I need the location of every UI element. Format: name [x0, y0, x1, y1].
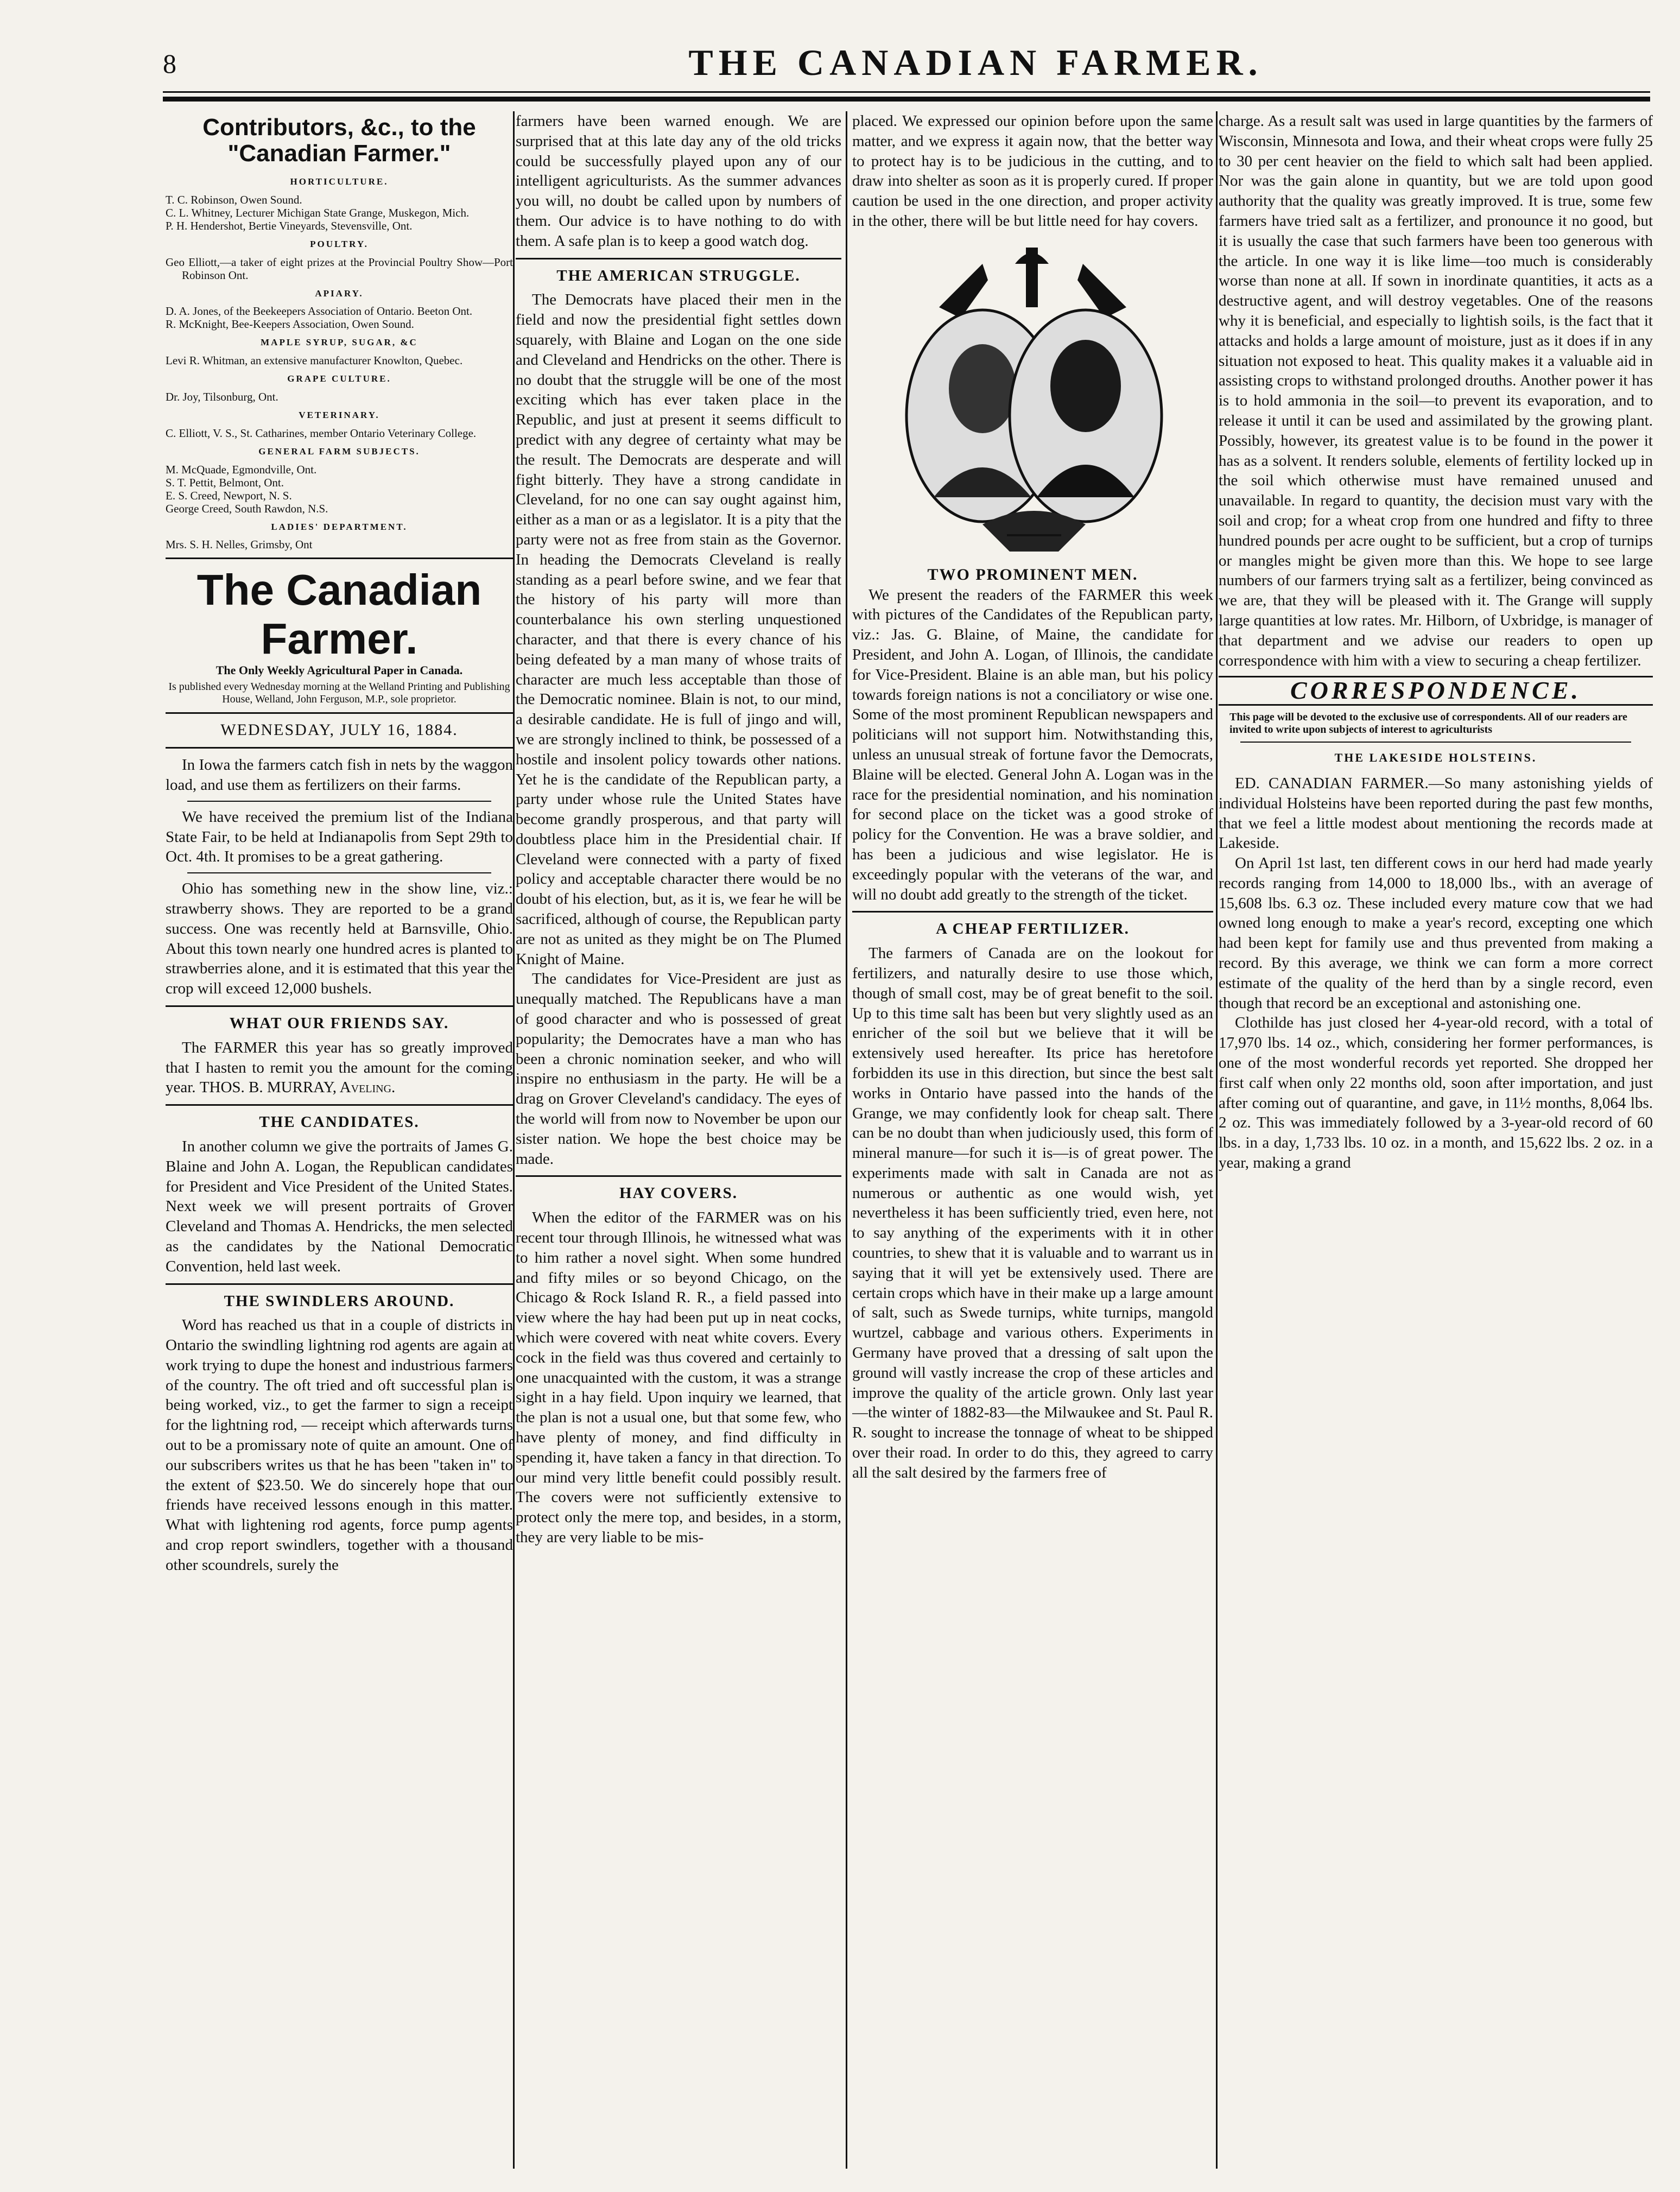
candidates-heading: THE CANDIDATES. [259, 1113, 420, 1131]
lakeside-heading: THE LAKESIDE HOLSTEINS. [1334, 751, 1537, 765]
publication-note: Is published every Wednesday morning at the Welland Printing and Publishing House, Welland, John Ferguson, M.P., sole proprietor. [168, 681, 510, 706]
divider [166, 1005, 513, 1007]
column-4 [1219, 111, 1653, 2174]
lakeside-text: ED. CANADIAN FARMER.—So many astonishing yields of individual Holsteins have been reported during the past few months, that we feel a little modest about mentioning the records made at Lakeside. [1219, 774, 1653, 852]
portrait-caption: TWO PROMINENT MEN. [927, 565, 1138, 584]
category-veterinary: VETERINARY. [299, 409, 380, 420]
correspondence-heading: CORRESPONDENCE. [1219, 676, 1653, 706]
friends-text [166, 1038, 513, 1098]
struggle-text: The candidates for Vice-President are just as unequally matched. The Republicans have a man of good character and who is possessed of great popularity; the Democrates have a man who has been a chronic nomination seeker, and who will inspire no enthusiasm in the party. He will be a drag on Grover Cleveland's candidacy. The eyes of the world will from now to November be upon our sister nation. We hope the best choice may be made. [516, 970, 841, 1168]
category-maple: MAPLE SYRUP, SUGAR, &C [261, 337, 418, 348]
continued-text: placed. We expressed our opinion before upon the same matter, and we express it again now, that the better way to protect hay is to be judicious in the cutting, and to draw into shelter as soon as it is properly cured. If proper caution be used in the one direction, and proper activity in the other, there will be but little need for hay covers. [852, 112, 1213, 230]
column-1 [166, 111, 513, 2174]
masthead: THE CANADIAN FARMER. [688, 42, 1263, 83]
portraits-engraving [852, 242, 1213, 560]
continued-text: charge. As a result salt was used in large quantities by the farmers of Wisconsin, Minnesota and Iowa, and their wheat crops were fully 25 to 30 per cent heavier on the field to which salt had been applied. Nor was the gain alone in quantity, but we are told upon good authority that the quality was greatly improved. It is true, some few farmers have tried salt as a fertilizer, and pronounce it no good, but it is usually the case that such farmers have been too generous with the article. In one way it is like lime—too much is considerably worse than none at all. If sown in inordinate quantities, it acts as a destructive agent, and will destroy vegetables. One of the reasons why it is beneficial, and especially to lightish soils, is the fact that it attacks and holds a large amount of moisture, just as it does if in any situation not exposed to heat. This quality makes it a valuable aid in assisting crops to withstand prolonged drouths. Another power it has is to hold ammonia in the soil—to prevent its evaporation, and to release it until it can be used and assimilated by the growing plant. Possibly, however, its greatest value is to be found in the power it has as a solvent. It renders soluble, elements of fertility locked up in the soil which otherwise must have remained unused and unavailable. In regard to quantity, the decision must vary with the soil and crop; for a wheat crop from one hundred and fifty to three hundred pounds per acre ought to be sufficient, but a crop of turnips or mangles might be given more than this. We hope to see large numbers of our farmers trying salt as a fertilizer, being convinced as we are, that they will be pleased with it. The Grange will supply large quantities at low rates. Mr. Hilborn, of Uxbridge, is manager of that department and we advise our readers to open up correspondence with him with a view to securing a cheap fertilizer. [1219, 112, 1653, 669]
column-rule [846, 111, 847, 2169]
column-3 [852, 111, 1213, 2174]
contributor-entry: C. Elliott, V. S., St. Catharines, member Ontario Veterinary College. [166, 426, 477, 440]
portrait-illustration [852, 242, 1213, 560]
divider [187, 801, 491, 802]
divider [852, 911, 1213, 913]
contributor-entry: C. L. Whitney, Lecturer Michigan State Grange, Muskegon, Mich. [166, 206, 470, 219]
friends-signature: THOS. B. MURRAY, Aveling. [199, 1079, 396, 1097]
correspondence-note: This page will be devoted to the exclusive use of correspondents. All of our readers are invited to write upon subjects of interest to agriculturists [1229, 711, 1627, 736]
divider [1240, 742, 1631, 743]
candidates-text: In another column we give the portraits of James G. Blaine and John A. Logan, the Republican candidates for President and Vice President of the United States. Next week we will present portraits of Grover Cleveland and Thomas A. Hendricks, the men selected as the candidates by the National Democratic Convention, held last week. [166, 1137, 513, 1275]
contributor-entry: P. H. Hendershot, Bertie Vineyards, Stevensville, Ont. [166, 219, 413, 232]
divider [166, 712, 513, 714]
contributor-entry: Dr. Joy, Tilsonburg, Ont. [166, 390, 278, 403]
category-horticulture: HORTICULTURE. [290, 176, 389, 187]
category-ladies: LADIES' DEPARTMENT. [271, 521, 408, 532]
friends-heading: WHAT OUR FRIENDS SAY. [229, 1014, 449, 1032]
fertilizer-heading: A CHEAP FERTILIZER. [936, 920, 1130, 938]
item-indiana: We have received the premium list of the Indiana State Fair, to be held at Indianapolis from Sept 29th to Oct. 4th. It promises to be a great gathering. [166, 808, 513, 866]
contributor-entry: Mrs. S. H. Nelles, Grimsby, Ont [166, 538, 313, 552]
contributor-entry: E. S. Creed, Newport, N. S. [166, 489, 292, 502]
swindlers-heading: THE SWINDLERS AROUND. [224, 1292, 455, 1310]
category-grape: GRAPE CULTURE. [287, 373, 391, 384]
divider [187, 872, 491, 873]
paper-tagline: The Only Weekly Agricultural Paper in Canada. [215, 663, 463, 677]
divider [516, 258, 841, 259]
item-ohio: Ohio has something new in the show line, viz.: strawberry shows. They are reported to be a grand success. One was recently held at Barnsville, Ohio. About this town nearly one hundred acres is planted to strawberries alone, and it is estimated that this year the crop will exceed 12,000 bushels. [166, 880, 513, 998]
contributor-entry: Levi R. Whitman, an extensive manufacturer Knowlton, Quebec. [166, 354, 463, 368]
continued-text: farmers have been warned enough. We are surprised that at this late day any of the old tricks could be successfully played upon any of our intelligent agriculturists. As the summer advances you will, no doubt be called upon by numbers of them. Our advice is to have nothing to do with them. A safe plan is to keep a good watch dog. [516, 112, 841, 250]
struggle-heading: THE AMERICAN STRUGGLE. [556, 267, 801, 284]
struggle-text: The Democrats have placed their men in the field and now the presidential fight settles down squarely, with Blaine and Logan on the one side and Cleveland and Hendricks on the other. There is no doubt that the struggle will be one of the most exciting which has ever taken place in the Republic, and just at present it seems difficult to predict with any degree of certainty what may be the result. The Democrats are desperate and will fight bitterly. They have a strong candidate in Cleveland, for no one can say ought against him, either as a man or as a legislator. It is a pity that the party were not as free from stain as the Governor. In heading the Democrats Cleveland is really standing as a pearl before swine, and we fear that the history of his party will more than counterbalance his own sterling unquestioned character, and that there is every chance of his being defeated by a man many of whose traits of character are much less acceptable than those of the Democratic nominee. Blain is not, to our mind, a desirable candidate. He is full of jingo and will, we are strongly inclined to think, be possessed of a hostile and insolent policy towards other nations. Yet he is the candidate of the Republican party, a party under whose rule the United States have become grandly prosperous, and that party will doubtless place him in the Presidential chair. If Cleveland were connected with a party of fixed policy and acceptable character there would be no doubt of his election, but, as it is, we fear he will be sacrificed, although of course, the Republican party are not as united as they might be on The Plumed Knight of Maine. [516, 291, 841, 968]
contributor-entry: T. C. Robinson, Owen Sound. [166, 193, 302, 206]
divider [516, 1175, 841, 1177]
contributor-entry: George Creed, South Rawdon, N.S. [166, 502, 328, 515]
divider [166, 557, 513, 559]
paper-name: The Canadian Farmer. [196, 566, 482, 663]
page-number: 8 [163, 48, 176, 79]
category-general: GENERAL FARM SUBJECTS. [258, 446, 420, 457]
masthead-rule-thick [163, 97, 1650, 102]
contributor-entry: M. McQuade, Egmondville, Ont. [166, 463, 317, 476]
contributor-entry: Geo Elliott,—a taker of eight prizes at the Provincial Poultry Show—Port Robinson Ont. [166, 255, 513, 282]
column-2 [516, 111, 841, 2174]
contributor-entry: R. McKnight, Bee-Keepers Association, Owen Sound. [166, 318, 414, 331]
divider [166, 1283, 513, 1285]
column-rule [1216, 111, 1218, 2169]
category-apiary: APIARY. [315, 288, 364, 299]
contributors-heading: Contributors, &c., to the "Canadian Farmer." [202, 114, 476, 167]
swindlers-text: Word has reached us that in a couple of districts in Ontario the swindling lightning rod agents are again at work trying to dupe the honest and industrious farmers of the country. The oft tried and oft successful plan is being worked, viz., to get the farmer to sign a receipt for the lightning rod, — receipt which afterwards turns out to be a promissary note of quite an amount. One of our subscribers writes us that he has been "taken in" to the extent of $23.50. We do sincerely hope that our friends have received lessons enough in this matter. What with lightening rod agents, force pump agents and crop report swindlers, together with a thousand other scoundrels, surely the [166, 1316, 513, 1574]
lakeside-text: Clothilde has just closed her 4-year-old record, with a total of 17,970 lbs. 14 oz., which, considering her former performances, is one of the most wonderful records yet reported. She dropped her first calf when only 22 months old, soon after importation, and just after coming out of quarantine, and gave, in 11½ months, 8,064 lbs. 2 oz. This was immediately followed by a 3-year-old record of 60 lbs. in a day, 1,733 lbs. 10 oz. in a month, and 15,622 lbs. 2 oz. in a year, making a grand [1219, 1014, 1653, 1172]
friends-body: The FARMER this year has so greatly improved that I hasten to remit you the amount for the coming year. [166, 1038, 513, 1097]
category-poultry: POULTRY. [310, 238, 369, 249]
item-iowa: In Iowa the farmers catch fish in nets by the waggon load, and use them as fertilizers on their farms. [166, 756, 513, 794]
divider [166, 1104, 513, 1106]
contributor-entry: D. A. Jones, of the Beekeepers Association of Ontario. Beeton Ont. [166, 305, 473, 318]
issue-date: WEDNESDAY, JULY 16, 1884. [220, 721, 458, 739]
prominent-text: We present the readers of the FARMER this week with pictures of the Candidates of the Republican party, viz.: Jas. G. Blaine, of Maine, the candidate for President, and John A. Logan, of Illinois, the candidate for Vice-President. Blaine is an able man, but his policy towards foreign nations is not a conciliatory or wise one. Some of the most prominent Republican newspapers and politicians will not support him. Notwithstanding this, unless an unusual streak of fortune favor the Democrats, Blaine will be elected. General John A. Logan was in the race for the presidential nomination, and his nomination for second place on the ticket was a good stroke of policy for the Convention. He was a brave soldier, and has been a judicious and wise legislator. He is exceedingly popular with the veterans of the war, and will no doubt add greatly to the strength of the ticket. [852, 586, 1213, 903]
lakeside-text: On April 1st last, ten different cows in our herd had made yearly records ranging from 14,000 to 18,000 lbs., with an average of 15,608 lbs. 6.3 oz. These included every mature cow that we had owned long enough to make a year's record, excepting one which had been kept for family use and thus prevented from making a record. By this average, we think we can form a more correct estimate of the quality of the herd than by a single record, even though that record be an exceptional and astonishing one. [1219, 854, 1653, 1012]
hay-text: When the editor of the FARMER was on his recent tour through Illinois, he witnessed what was to him rather a novel sight. When some hundred and fifty miles or so beyond Chicago, on the Chicago & Rock Island R. R., a field passed into view where the hay had been put up in neat cocks, which were covered with neat white covers. Every cock in the field was thus covered and certainly to one unacquainted with the custom, it was a strange sight in a hay field. Upon inquiry we learned, that the plan is not a usual one, but that some few, who have plenty of money, and find difficulty in spending it, have taken a fancy in that direction. To our mind very little benefit could possibly result. The covers were not sufficiently extensive to protect only the mere top, and besides, in a storm, they are very liable to be mis- [516, 1209, 841, 1546]
hay-heading: HAY COVERS. [619, 1184, 738, 1202]
divider [166, 747, 513, 749]
column-rule [513, 111, 515, 2169]
contributor-entry: S. T. Pettit, Belmont, Ont. [166, 476, 284, 489]
fertilizer-text: The farmers of Canada are on the lookout for fertilizers, and naturally desire to use those which, though of small cost, may be of great benefit to the soil. Up to this time salt has been but very slightly used as an enricher of the soil but we believe that it will be extensively used hereafter. Its price has heretofore forbidden its use in this direction, but since the best salt works in Ontario have passed into the hands of the Grange, we may confidently look for cheap salt. There can be no doubt than when judiciously used, this form of mineral manure—for such it is—is of great power. The experiments made with salt in Canada are not as numerous or authentic as one would wish, yet nevertheless it has been sufficiently tried, even here, not to say anything of the experiments with it in other countries, to shew that it is valuable and to warrant us in saying that it will yet be extensively used. There are certain crops which have in their make up a large amount of salt, such as Swede turnips, white turnips, mangold wurtzel, cabbage and various others. Experiments in Germany have proved that a dressing of salt upon the ground will vastly increase the crop of these articles and improve the quality of the article grown. Only last year—the winter of 1882-83—the Milwaukee and St. Paul R. R. sought to increase the tonnage of wheat to be shipped over their road. In order to do this, they agreed to carry all the salt desired by the farmers free of [852, 945, 1213, 1481]
masthead-rule-thin [163, 91, 1650, 93]
